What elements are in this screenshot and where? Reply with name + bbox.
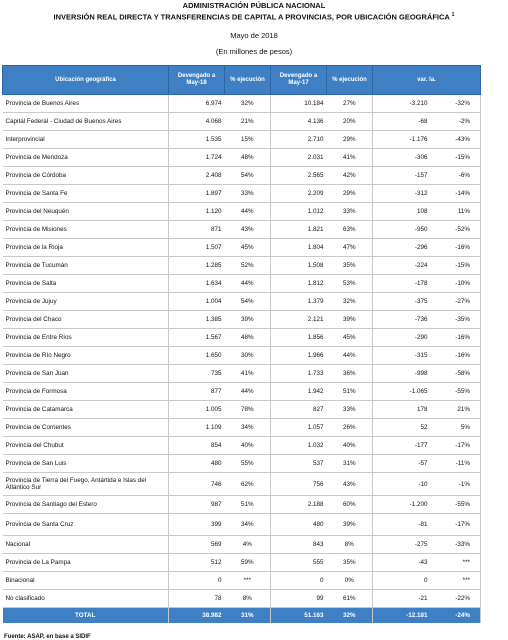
cell-va: -312 [373,185,431,203]
cell-e17: 60% [327,496,373,514]
cell-d17: 756 [271,473,327,496]
cell-d18: 1.650 [169,347,225,365]
cell-d17: 555 [271,554,327,572]
cell-e17: 26% [327,419,373,437]
cell-vp: -2% [431,113,481,131]
cell-va: 108 [373,203,431,221]
footnote-mark: 1 [451,12,455,18]
cell-vp: -14% [431,185,481,203]
cell-e17: 53% [327,275,373,293]
cell-name: Provincia de San Luis [3,455,169,473]
cell-va: -275 [373,536,431,554]
cell-d17: 480 [271,514,327,536]
units-label: (En millones de pesos) [215,47,293,56]
table-row [3,113,481,131]
cell-e17: 32% [327,293,373,311]
cell-d18: 1.285 [169,257,225,275]
cell-e17: 42% [327,167,373,185]
cell-name: Interprovincial [3,131,169,149]
cell-d18: 987 [169,496,225,514]
cell-e17: 40% [327,437,373,455]
period-label: Mayo de 2018 [230,31,278,40]
cell-e17: 0% [327,572,373,590]
title-line-2 [0,12,508,22]
cell-e18: 15% [225,131,271,149]
cell-name: Provincia de Catamarca [3,401,169,419]
table-row [3,473,481,496]
cell-name: No clasificado [3,590,169,608]
cell-d18: 480 [169,455,225,473]
cell-vp: -16% [431,329,481,347]
cell-vp: -55% [431,496,481,514]
col-header-ejec17: % ejecución [327,66,373,95]
cell-name: Provincia de Mendoza [3,149,169,167]
cell-d18: 746 [169,473,225,496]
cell-vp: -22% [431,590,481,608]
cell-d18: 1.385 [169,311,225,329]
table-row [3,95,481,113]
cell-e17: 20% [327,113,373,131]
cell-va: -290 [373,329,431,347]
cell-va: -1.176 [373,131,431,149]
cell-d18: 569 [169,536,225,554]
cell-e18: 44% [225,275,271,293]
table-row [3,536,481,554]
cell-name: Provincia de Entre Ríos [3,329,169,347]
cell-va: -950 [373,221,431,239]
cell-name: Provincia de Formosa [3,383,169,401]
cell-vp: -35% [431,311,481,329]
cell-d17: 2.031 [271,149,327,167]
cell-d18: 1.535 [169,131,225,149]
cell-e18: 34% [225,514,271,536]
table-row [3,293,481,311]
cell-name: Provincia de Salta [3,275,169,293]
cell-vp: *** [431,572,481,590]
cell-e17: 33% [327,203,373,221]
table-row [3,383,481,401]
cell-e18: 8% [225,590,271,608]
cell-d18: 1.507 [169,239,225,257]
cell-e17: 61% [327,590,373,608]
cell-va: -21 [373,590,431,608]
cell-d17: 1.057 [271,419,327,437]
cell-d18: 1.567 [169,329,225,347]
table-row [3,572,481,590]
cell-name: Provincia de Tucumán [3,257,169,275]
cell-e18: 48% [225,149,271,167]
cell-d17: 1.379 [271,293,327,311]
cell-e18: 30% [225,347,271,365]
cell-e18: 48% [225,329,271,347]
cell-name: Binacional [3,572,169,590]
cell-e18: 45% [225,239,271,257]
cell-name: TOTAL [3,608,169,624]
cell-d17: 1.942 [271,383,327,401]
cell-e17: 27% [327,95,373,113]
cell-vp: -17% [431,437,481,455]
cell-va: -998 [373,365,431,383]
cell-vp: -52% [431,221,481,239]
title-line-1: ADMINISTRACIÓN PÚBLICA NACIONAL [182,1,326,10]
col-header-dev18: Devengado a May-18 [169,66,225,95]
cell-e17: 29% [327,131,373,149]
cell-vp: -10% [431,275,481,293]
cell-d18: 1.109 [169,419,225,437]
cell-va: -57 [373,455,431,473]
cell-name: Provincia de la Rioja [3,239,169,257]
table-row [3,275,481,293]
cell-va: -224 [373,257,431,275]
cell-va: -306 [373,149,431,167]
table-row [3,437,481,455]
cell-vp: -58% [431,365,481,383]
cell-e18: 51% [225,496,271,514]
col-header-var: var. Ia. [373,66,481,95]
cell-va: -12.181 [373,608,431,624]
cell-e17: 63% [327,221,373,239]
cell-d17: 2.188 [271,496,327,514]
cell-name: Provincia de Santiago del Estero [3,496,169,514]
cell-e17: 41% [327,149,373,167]
table-row [3,347,481,365]
cell-name: Provincia del Neuquén [3,203,169,221]
cell-vp: -43% [431,131,481,149]
cell-e17: 29% [327,185,373,203]
cell-e17: 32% [327,608,373,624]
data-table [2,65,481,623]
cell-e17: 35% [327,257,373,275]
table-row [3,590,481,608]
cell-e17: 33% [327,401,373,419]
cell-va: -68 [373,113,431,131]
cell-e18: 54% [225,293,271,311]
cell-d17: 1.733 [271,365,327,383]
cell-e18: 55% [225,455,271,473]
cell-name: Nacional [3,536,169,554]
cell-d18: 6.974 [169,95,225,113]
cell-vp: -6% [431,167,481,185]
cell-vp: -15% [431,257,481,275]
cell-e18: 41% [225,365,271,383]
cell-d18: 4.068 [169,113,225,131]
cell-va: -3.210 [373,95,431,113]
cell-va: 52 [373,419,431,437]
cell-vp: -16% [431,239,481,257]
cell-name: Provincia de Buenos Aires [3,95,169,113]
cell-name: Provincia de San Juan [3,365,169,383]
table-row [3,401,481,419]
cell-d18: 735 [169,365,225,383]
table-row [3,514,481,536]
cell-d18: 2.408 [169,167,225,185]
table-row [3,239,481,257]
cell-e17: 36% [327,365,373,383]
cell-name: Provincia de Río Negro [3,347,169,365]
cell-vp: -55% [431,383,481,401]
cell-e18: *** [225,572,271,590]
cell-d18: 1.897 [169,185,225,203]
main-title: INVERSIÓN REAL DIRECTA Y TRANSFERENCIAS DE CAPITAL A PROVINCIAS, POR UBICACIÓN GEOGRÁFICA [53,12,450,22]
col-header-dev17: Devengado a May-17 [271,66,327,95]
cell-e17: 51% [327,383,373,401]
cell-d18: 1.005 [169,401,225,419]
cell-e18: 32% [225,95,271,113]
cell-name: Provincia de Misiones [3,221,169,239]
cell-va: -157 [373,167,431,185]
cell-va: -1.200 [373,496,431,514]
cell-name: Provincia del Chaco [3,311,169,329]
table-row [3,496,481,514]
cell-va: -81 [373,514,431,536]
cell-vp: 5% [431,419,481,437]
cell-d18: 1.004 [169,293,225,311]
col-header-ejec18: % ejecución [225,66,271,95]
table-body [3,95,481,624]
cell-e18: 78% [225,401,271,419]
cell-e17: 39% [327,514,373,536]
table-row [3,149,481,167]
cell-d17: 0 [271,572,327,590]
table-row [3,221,481,239]
cell-d17: 2.710 [271,131,327,149]
cell-d18: 877 [169,383,225,401]
cell-vp: -11% [431,455,481,473]
cell-d18: 1.724 [169,149,225,167]
col-header-ubicacion: Ubicación geográfica [3,66,169,95]
cell-va: -178 [373,275,431,293]
cell-e18: 21% [225,113,271,131]
cell-d17: 843 [271,536,327,554]
table-header-row [3,66,481,95]
cell-d17: 2.565 [271,167,327,185]
cell-d18: 0 [169,572,225,590]
source-note: Fuente: ASAP, en base a SIDIF [4,634,91,640]
cell-va: -177 [373,437,431,455]
cell-e17: 44% [327,347,373,365]
cell-d18: 1.120 [169,203,225,221]
cell-va: -43 [373,554,431,572]
cell-e18: 39% [225,311,271,329]
cell-e18: 59% [225,554,271,572]
cell-d17: 1.012 [271,203,327,221]
cell-d18: 512 [169,554,225,572]
cell-name: Provincia de Santa Fe [3,185,169,203]
cell-e17: 35% [327,554,373,572]
cell-d17: 2.209 [271,185,327,203]
cell-e18: 40% [225,437,271,455]
cell-e17: 8% [327,536,373,554]
table-row [3,329,481,347]
cell-d17: 10.184 [271,95,327,113]
cell-d17: 2.121 [271,311,327,329]
table-row [3,257,481,275]
cell-e18: 43% [225,221,271,239]
cell-name: Provincia de Jujuy [3,293,169,311]
table-row [3,185,481,203]
cell-e18: 44% [225,383,271,401]
cell-va: -10 [373,473,431,496]
cell-e17: 45% [327,329,373,347]
cell-vp: -32% [431,95,481,113]
cell-vp: -27% [431,293,481,311]
table-row [3,455,481,473]
cell-va: -315 [373,347,431,365]
cell-e18: 52% [225,257,271,275]
cell-vp: -17% [431,514,481,536]
cell-d17: 1.032 [271,437,327,455]
cell-d17: 1.856 [271,329,327,347]
cell-e18: 54% [225,167,271,185]
cell-va: -375 [373,293,431,311]
cell-e17: 43% [327,473,373,496]
cell-e18: 34% [225,419,271,437]
cell-vp: -1% [431,473,481,496]
cell-d17: 1.804 [271,239,327,257]
cell-vp: *** [431,554,481,572]
cell-vp: 21% [431,401,481,419]
cell-d18: 38.982 [169,608,225,624]
cell-d17: 827 [271,401,327,419]
cell-name: Provincia del Chubut [3,437,169,455]
table-row [3,167,481,185]
cell-d17: 1.821 [271,221,327,239]
cell-name: Provincia de Tierra del Fuego, Antártida e Islas del Atlántico Sur [3,473,169,496]
cell-e18: 4% [225,536,271,554]
cell-e17: 31% [327,455,373,473]
cell-d18: 1.634 [169,275,225,293]
cell-d18: 871 [169,221,225,239]
cell-d17: 1.812 [271,275,327,293]
cell-va: -1.065 [373,383,431,401]
cell-d18: 399 [169,514,225,536]
cell-va: -296 [373,239,431,257]
cell-name: Provincia de La Pampa [3,554,169,572]
cell-d17: 51.163 [271,608,327,624]
cell-d17: 4.136 [271,113,327,131]
cell-va: 0 [373,572,431,590]
table-row [3,311,481,329]
cell-vp: 11% [431,203,481,221]
table-row [3,554,481,572]
table-row [3,203,481,221]
table-row [3,131,481,149]
cell-vp: -33% [431,536,481,554]
cell-va: 178 [373,401,431,419]
cell-e18: 31% [225,608,271,624]
cell-vp: -15% [431,149,481,167]
cell-d17: 1.508 [271,257,327,275]
cell-e18: 62% [225,473,271,496]
table-row [3,365,481,383]
cell-name: Provincia de Santa Cruz [3,514,169,536]
cell-va: -736 [373,311,431,329]
cell-e18: 44% [225,203,271,221]
cell-vp: -16% [431,347,481,365]
cell-name: Capital Federal - Ciudad de Buenos Aires [3,113,169,131]
cell-d17: 537 [271,455,327,473]
cell-e17: 47% [327,239,373,257]
cell-e17: 39% [327,311,373,329]
cell-d17: 99 [271,590,327,608]
cell-d18: 78 [169,590,225,608]
table-row [3,419,481,437]
cell-d17: 1.966 [271,347,327,365]
cell-vp: -24% [431,608,481,624]
cell-name: Provincia de Córdoba [3,167,169,185]
total-row [3,608,481,624]
cell-name: Provincia de Corrientes [3,419,169,437]
cell-d18: 854 [169,437,225,455]
cell-e18: 33% [225,185,271,203]
